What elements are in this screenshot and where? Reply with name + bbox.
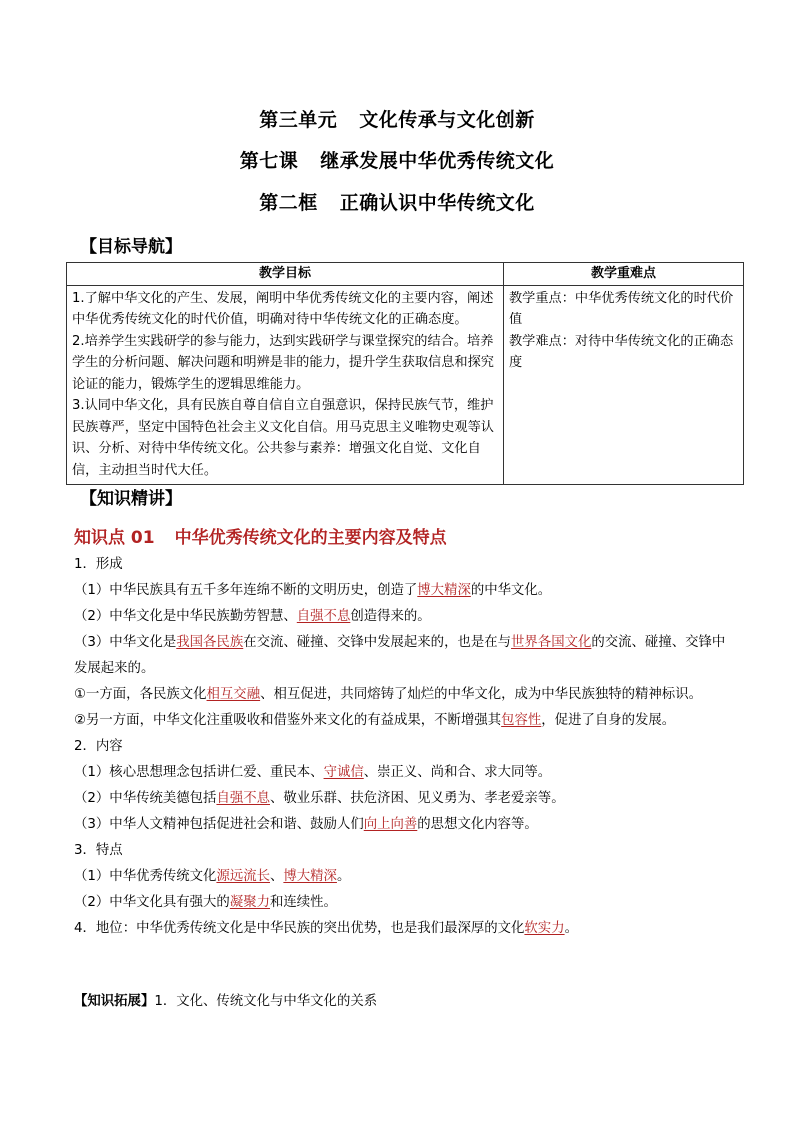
difficult-point: 教学难点：对待中华传统文化的正确态度: [509, 333, 734, 370]
extension-label: 【知识拓展】: [74, 994, 155, 1009]
keyword: 向上向善: [363, 817, 418, 832]
keyword: 软实力: [524, 921, 565, 936]
keyword: 源远流长: [216, 869, 270, 884]
frame-number: 第二框: [259, 192, 318, 214]
lesson-title: [0, 146, 794, 173]
lesson-name: 继承发展中华优秀传统文化: [320, 150, 555, 172]
goals-table-header: [67, 263, 744, 286]
extension-text: 1．文化、传统文化与中华文化的关系: [154, 994, 378, 1009]
content-item-3: （3）中华人文精神包括促进社会和谐、鼓励人们向上向善的思想文化内容等。: [74, 817, 538, 832]
key-points-header: 教学重难点: [504, 263, 744, 286]
knowledge-extension: [74, 990, 377, 1009]
section-status: 4．地位：中华优秀传统文化是中华民族的突出优势，也是我们最深厚的文化软实力。: [74, 921, 578, 936]
frame-title: [0, 188, 794, 215]
knowledge-point-name: 中华优秀传统文化的主要内容及特点: [174, 528, 447, 548]
section-features: 3．特点: [74, 843, 123, 858]
keyword: 自强不息: [216, 791, 270, 806]
goal-nav-heading: 【目标导航】: [80, 237, 182, 257]
goals-table-row: [67, 285, 744, 485]
formation-point-1: ①一方面，各民族文化相互交融、相互促进，共同熔铸了灿烂的中华文化，成为中华民族独特的精神标识。: [74, 687, 702, 702]
content-item-2: （2）中华传统美德包括自强不息、敬业乐群、扶危济困、见义勇为、孝老爱亲等。: [74, 791, 565, 806]
unit-name: 文化传承与文化创新: [359, 109, 535, 131]
formation-item-1: （1）中华民族具有五千多年连绵不断的文明历史，创造了博大精深的中华文化。: [74, 583, 552, 598]
keyword: 世界各国文化: [511, 635, 592, 650]
knowledge-heading: 【知识精讲】: [80, 489, 182, 509]
knowledge-point-title: [74, 523, 447, 548]
knowledge-point-label: 知识点 01: [74, 528, 155, 548]
section-formation: 1．形成: [74, 557, 123, 572]
formation-item-2: （2）中华文化是中华民族勤劳智慧、自强不息创造得来的。: [74, 609, 431, 624]
keyword: 博大精深: [417, 583, 471, 598]
content-item-1: （1）核心思想理念包括讲仁爱、重民本、守诚信、崇正义、尚和合、求大同等。: [74, 765, 552, 780]
objectives-header: 教学目标: [67, 263, 504, 286]
keyword: 凝聚力: [229, 895, 270, 910]
objectives-cell: [67, 285, 504, 485]
objective-3: 3.认同中华文化，具有民族自尊自信自立自强意识，保持民族气节，维护民族尊严，坚定中国特色社会主义文化自信。用马克思主义唯物史观等认识、分析、对待中华传统文化。公共参与素养：增强文化自觉、文化自信，主动担当时代大任。: [72, 398, 494, 478]
keyword: 自强不息: [296, 609, 351, 624]
formation-point-2: ②另一方面，中华文化注重吸收和借鉴外来文化的有益成果，不断增强其包容性，促进了自身的发展。: [74, 713, 676, 728]
goals-table: [66, 262, 744, 485]
feature-item-2: （2）中华文化具有强大的凝聚力和连续性。: [74, 895, 337, 910]
objective-2: 2.培养学生实践研学的参与能力，达到实践研学与课堂探究的结合。培养学生的分析问题、解决问题和明辨是非的能力，提升学生获取信息和探究论证的能力，锻炼学生的逻辑思维能力。: [72, 333, 494, 392]
formation-item-3: （3）中华文化是我国各民族在交流、碰撞、交锋中发展起来的，也是在与世界各国文化的交流、碰撞、交锋中发展起来的。: [74, 635, 726, 676]
key-point: 教学重点：中华优秀传统文化的时代价值: [509, 290, 734, 327]
lesson-number: 第七课: [239, 150, 299, 172]
keyword: 相互交融: [206, 687, 261, 702]
keyword: 守诚信: [323, 765, 364, 780]
keyword: 博大精深: [283, 869, 337, 884]
keyword: 包容性: [501, 713, 542, 728]
objective-1: 1.了解中华文化的产生、发展，阐明中华优秀传统文化的主要内容，阐述中华优秀传统文化的时代价值，明确对待中华传统文化的正确态度。: [72, 290, 494, 327]
keyword: 我国各民族: [176, 635, 244, 650]
knowledge-content: [74, 552, 734, 942]
section-content: 2．内容: [74, 739, 123, 754]
unit-number: 第三单元: [259, 109, 338, 131]
key-points-cell: [504, 285, 744, 485]
unit-title: [0, 105, 794, 132]
frame-name: 正确认识中华传统文化: [339, 192, 535, 214]
feature-item-1: （1）中华优秀传统文化源远流长、博大精深。: [74, 869, 351, 884]
